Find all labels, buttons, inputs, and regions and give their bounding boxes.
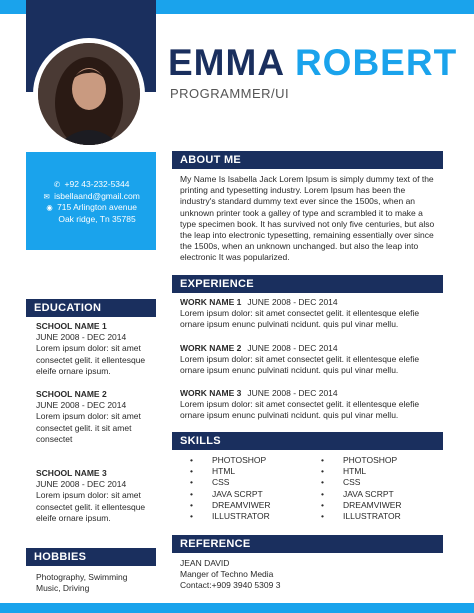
education-heading: EDUCATION [26,299,156,317]
first-name: EMMA [168,42,284,83]
bottom-accent-bar [0,603,474,613]
work-desc: Lorem ipsum dolor: sit amet consectet gelit. it ellentesque elefie ornare ipsum enunc pulvinati ncidunt. quis pul vinar mellu. [180,399,420,421]
contact-phone [26,179,156,191]
reference-role: Manger of Techno Media [180,569,274,580]
job-title: PROGRAMMER/UI [170,86,290,101]
skill-item: • HTML [190,466,236,477]
school-desc: consectet gelit. it ellentesque [36,501,146,512]
skill-item: • PHOTOSHOP [321,455,398,465]
education-item-2 [36,389,156,445]
school-date: JUNE 2008 - DEC 2014 [36,332,127,343]
school-name: SCHOOL NAME 3 [36,468,107,478]
work-desc: Lorem ipsum dolor: sit amet consectet gelit. it ellentesque elefie ornare ipsum enunc pulvinati ncidunt. quis pul vinar mellu. [180,308,420,330]
skill-item: • CSS [321,477,361,488]
school-desc: consectet [36,433,73,444]
school-name: SCHOOL NAME 1 [36,321,107,331]
location-pin-icon: ◉ [46,203,53,212]
skill-item: • PHOTOSHOP [190,455,267,465]
hobbies-line: Music, Driving [36,583,90,594]
address-line-2: Oak ridge, Tn 35785 [58,213,136,224]
education-item-3 [36,468,156,524]
school-desc: consectet gelit. it sit amet [36,422,132,433]
skill-item: • CSS [190,477,230,488]
email-icon: ✉ [43,191,50,201]
about-text: My Name Is Isabella Jack Lorem Ipsum is simply dummy text of the printing and typesetting industry. Lorem Ipsum has been the industry's standard dummy text ever since the 1500s, when an unknown printer took a galley of type and scrambled it to make a type specimen book. It has survived not only five centuries, but also the leap into electronic typesetting, remaining essentially over since the 1500s, when an unknown unchanged. but also the leap into electronic It was popularized. [180,174,435,263]
hobbies-heading: HOBBIES [26,548,156,566]
skill-item: • ILLUSTRATOR [190,511,270,522]
school-date: JUNE 2008 - DEC 2014 [36,479,127,490]
contact-email [26,191,156,203]
work-item-3 [180,388,440,422]
work-title: WORK NAME 2 [180,343,242,353]
school-name: SCHOOL NAME 2 [36,389,107,399]
skill-item: • DREAMVIWER [190,499,271,510]
address-line-1: 715 Arlington avenue [57,202,137,212]
contact-address-2 [26,214,156,226]
skills-column-1 [190,455,271,522]
contact-box [26,152,156,250]
work-desc: Lorem ipsum dolor: sit amet consectet gelit. it ellentesque elefie ornare ipsum enunc pulvinati ncidunt. quis pul vinar mellu. [180,354,420,376]
candidate-name [168,44,457,81]
reference-info [180,558,280,592]
school-desc: Lorem ipsum dolor: sit amet [36,490,141,501]
hobbies-line: Photography, Swimming [36,572,128,582]
work-item-1 [180,297,440,331]
skill-item: • ILLUSTRATOR [321,511,401,522]
school-date: JUNE 2008 - DEC 2014 [36,400,127,411]
email-text[interactable]: isbellaand@gmail.com [54,190,140,201]
reference-phone: Contact:+909 3940 5309 3 [180,580,281,591]
education-item-1 [36,321,156,377]
experience-heading: EXPERIENCE [172,275,443,293]
school-desc: consectet gelit. it ellentesque [36,354,146,365]
reference-heading: REFERENCE [172,535,443,553]
work-date: JUNE 2008 - DEC 2014 [247,388,338,398]
contact-address [26,202,156,214]
work-title: WORK NAME 3 [180,388,242,398]
phone-icon: ✆ [53,180,61,189]
skill-item: • JAVA SCRPT [321,488,394,499]
school-desc: Lorem ipsum dolor: sit amet [36,343,141,354]
last-name: ROBERT [294,42,458,83]
about-heading: ABOUT ME [172,151,443,169]
hobbies-list [36,572,128,594]
profile-photo [38,43,140,145]
skill-item: • DREAMVIWER [321,499,402,510]
skill-item: • HTML [321,466,367,477]
work-title: WORK NAME 1 [180,297,242,307]
school-desc: eleife ornare ipsum. [36,512,111,523]
phone-text: +92 43-232-5344 [64,179,130,189]
skills-heading: SKILLS [172,432,443,450]
work-date: JUNE 2008 - DEC 2014 [247,297,338,307]
school-desc: Lorem ipsum dolor: sit amet [36,411,141,422]
work-item-2 [180,343,440,377]
skills-column-2 [321,455,402,522]
work-date: JUNE 2008 - DEC 2014 [247,343,338,353]
reference-name: JEAN DAVID [180,558,230,568]
school-desc: eleife ornare ipsum. [36,365,111,376]
skill-item: • JAVA SCRPT [190,488,263,499]
